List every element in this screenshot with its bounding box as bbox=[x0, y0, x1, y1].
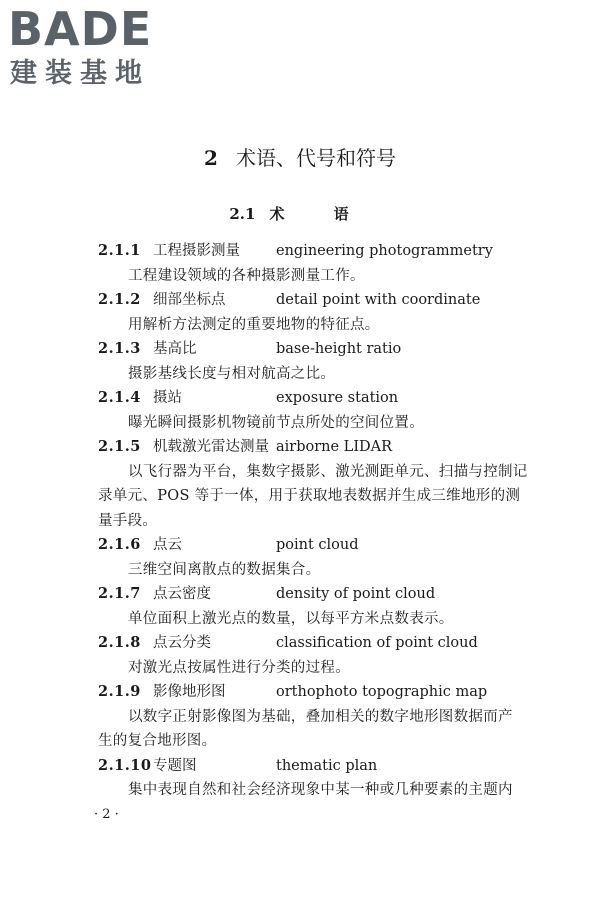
term-chinese: 工程摄影测量 bbox=[153, 243, 240, 259]
term-number: 2.1.6 bbox=[98, 536, 141, 553]
chapter-title bbox=[0, 144, 600, 172]
section-title bbox=[0, 204, 600, 224]
section-number: 2.1 bbox=[229, 205, 256, 223]
term-english: detail point with coordinate bbox=[276, 292, 481, 308]
term-number: 2.1.5 bbox=[98, 438, 141, 455]
term-english: exposure station bbox=[276, 390, 399, 406]
term-chinese: 摄站 bbox=[153, 390, 182, 406]
term-chinese: 细部坐标点 bbox=[153, 292, 226, 308]
term-definition-line: 量手段。 bbox=[98, 512, 158, 529]
term-chinese: 机载激光雷达测量 bbox=[153, 439, 269, 455]
chapter-title-text: 术语、代号和符号 bbox=[235, 146, 396, 170]
term-number: 2.1.8 bbox=[98, 634, 141, 651]
term-number: 2.1.7 bbox=[98, 585, 141, 602]
term-definition-line: 对激光点按属性进行分类的过程。 bbox=[128, 659, 350, 676]
term-english: engineering photogrammetry bbox=[276, 243, 493, 259]
section-title-text: 术 语 bbox=[269, 205, 371, 223]
term-number: 2.1.1 bbox=[98, 242, 141, 259]
term-definition-line: 用解析方法测定的重要地物的特征点。 bbox=[128, 316, 380, 333]
term-definition-line: 摄影基线长度与相对航高之比。 bbox=[128, 365, 336, 382]
term-chinese: 影像地形图 bbox=[153, 684, 226, 700]
term-definition-line: 三维空间离散点的数据集合。 bbox=[128, 561, 321, 578]
term-definition-line: 以数字正射影像图为基础，叠加相关的数字地形图数据而产 bbox=[128, 708, 513, 725]
term-definition-line: 集中表现自然和社会经济现象中某一种或几种要素的主题内 bbox=[128, 782, 513, 798]
term-definition-line: 以飞行器为平台，集数字摄影、激光测距单元、扫描与控制记 bbox=[128, 463, 528, 480]
term-english: classification of point cloud bbox=[276, 635, 478, 651]
term-number: 2.1.9 bbox=[98, 683, 141, 700]
term-english: base-height ratio bbox=[276, 341, 402, 357]
logo-wordmark: BADE bbox=[8, 2, 153, 56]
logo-chinese-name: 建装基地 bbox=[10, 58, 150, 89]
term-chinese: 点云密度 bbox=[153, 586, 211, 602]
term-english: density of point cloud bbox=[276, 586, 436, 602]
term-english: point cloud bbox=[276, 537, 359, 553]
term-definition-line: 曝光瞬间摄影机物镜前节点所处的空间位置。 bbox=[128, 414, 424, 431]
term-definition-line: 录单元、POS 等于一体，用于获取地表数据并生成三维地形的测 bbox=[98, 488, 521, 504]
chapter-number: 2 bbox=[204, 146, 218, 170]
term-chinese: 点云分类 bbox=[153, 635, 211, 651]
term-definition-line: 单位面积上激光点的数量，以每平方米点数表示。 bbox=[128, 610, 454, 627]
publisher-logo bbox=[8, 4, 188, 94]
page-number: · 2 · bbox=[94, 807, 119, 822]
term-number: 2.1.3 bbox=[98, 340, 141, 357]
term-definition-line: 生的复合地形图。 bbox=[98, 733, 217, 749]
term-chinese: 点云 bbox=[153, 537, 182, 553]
term-english: airborne LIDAR bbox=[276, 439, 393, 455]
term-chinese: 专题图 bbox=[153, 757, 197, 774]
term-english: orthophoto topographic map bbox=[276, 684, 488, 700]
term-definition-line: 工程建设领域的各种摄影测量工作。 bbox=[128, 267, 365, 284]
term-number: 2.1.2 bbox=[98, 291, 141, 308]
term-chinese: 基高比 bbox=[153, 341, 197, 357]
term-number: 2.1.4 bbox=[98, 389, 141, 406]
term-english: thematic plan bbox=[276, 757, 378, 774]
term-number: 2.1.10 bbox=[98, 756, 152, 774]
